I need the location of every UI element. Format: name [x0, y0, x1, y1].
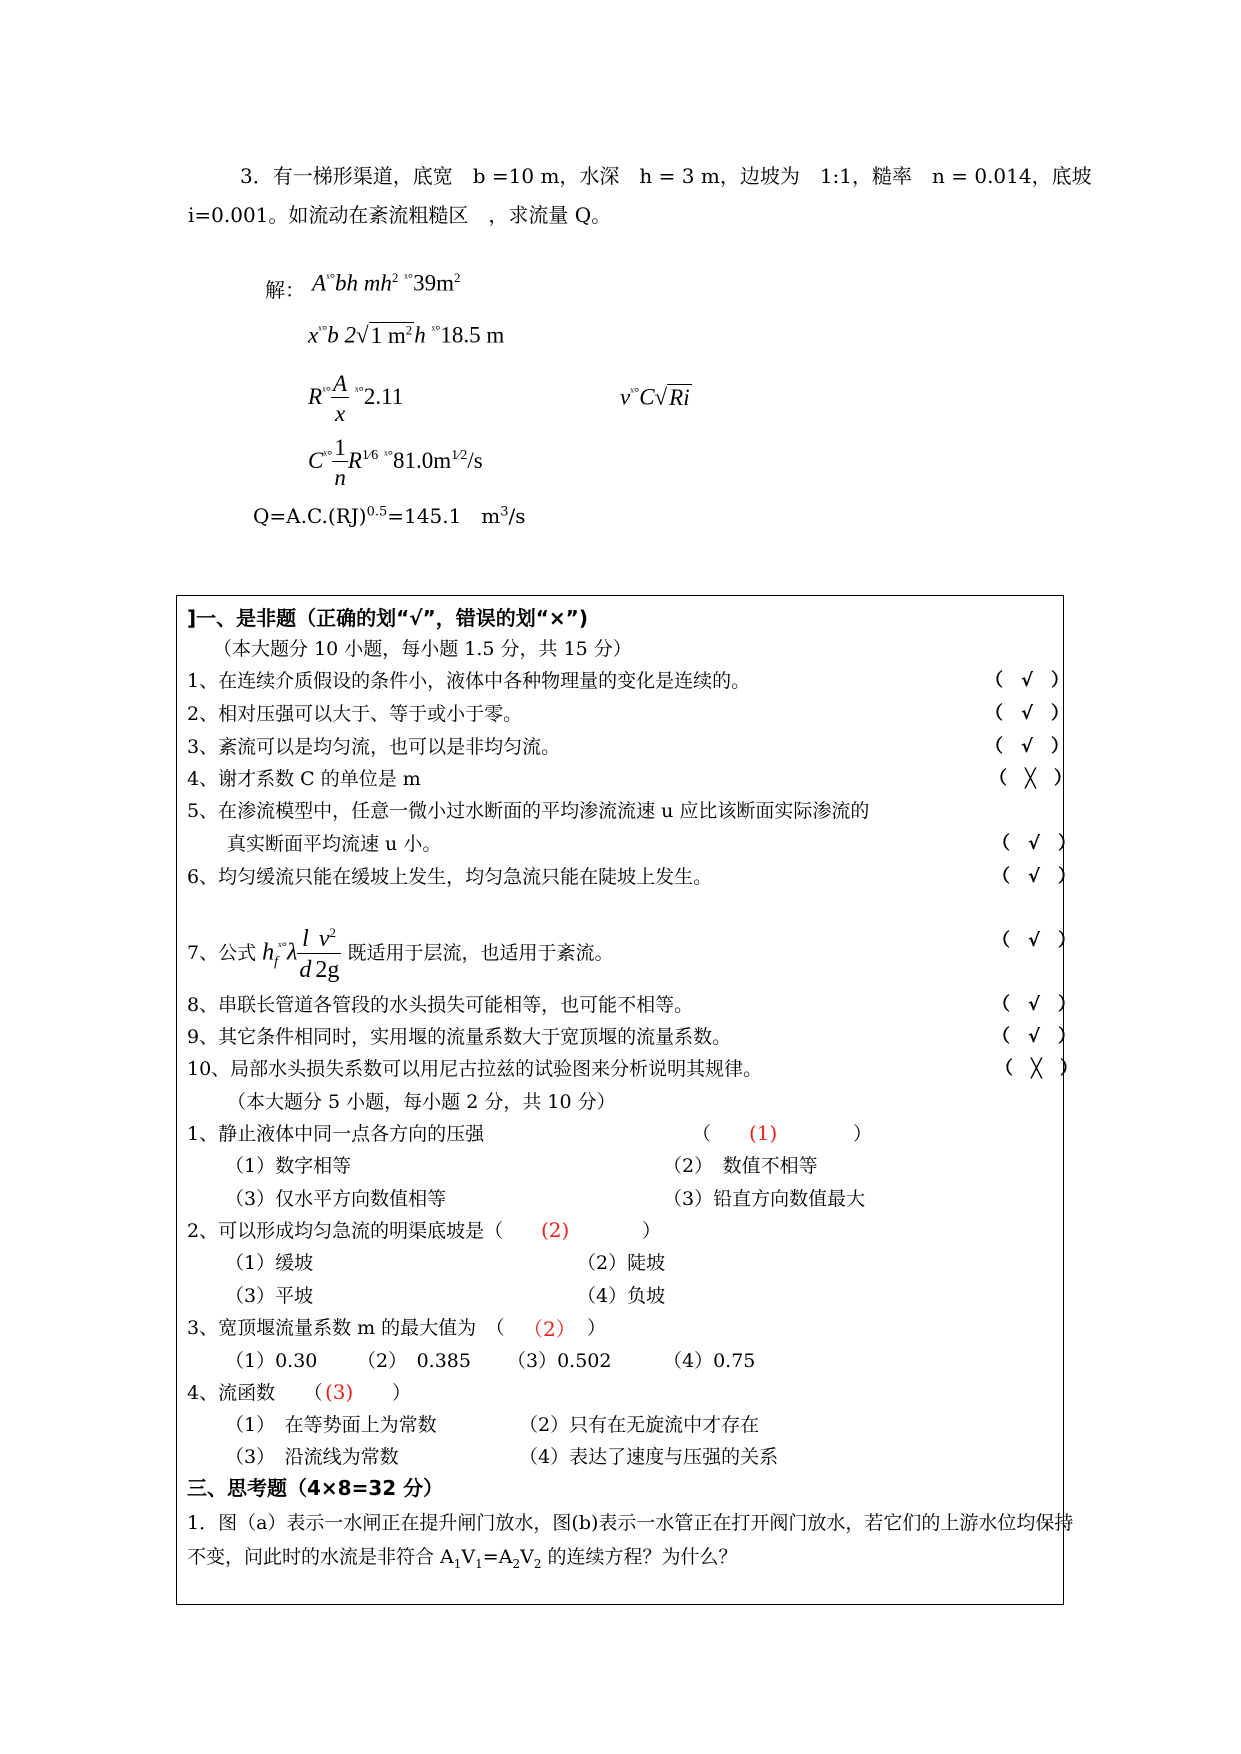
mc-q4-opt1: （1） 在等势面上为常数 — [225, 1414, 437, 1436]
problem3-line2: i=0.001。如流动在紊流粗糙区 ，求流量 Q。 — [188, 203, 612, 227]
mc-q1-opt4: （3）铅直方向数值最大 — [663, 1188, 866, 1210]
mc-q2-opt3: （3）平坡 — [225, 1285, 314, 1307]
mc-q2-answer: (2) — [541, 1218, 570, 1242]
mc-q3: 3、宽顶堰流量系数 m 的最大值为 （ — [187, 1317, 505, 1339]
mc-q1-opt3: （3）仅水平方向数值相等 — [225, 1188, 447, 1210]
tf-mark-1: （ √ ） — [985, 670, 1070, 691]
equation-chezy-coefficient: $C^{ˣ^\circ}$ $\frac{1}{n}$ $R^{1⁄6}$ $^{ˣ^\circ}81.0m^{1⁄2}/s$ — [308, 435, 483, 490]
mc-q4-answer: (3) — [325, 1380, 354, 1404]
mc-q3-opt1: （1）0.30 — [225, 1350, 318, 1372]
equation-velocity: $v^{ˣ^\circ}C√Ri$ — [620, 384, 690, 410]
mc-q3-opt4: （4）0.75 — [663, 1350, 756, 1372]
tf-item-1: 1、在连续介质假设的条件小，液体中各种物理量的变化是连续的。 — [187, 670, 751, 692]
equation-perimeter: $x^{ˣ^\circ}b$ 2√1 $m^2h$ $^{ˣ^\circ}$18.5 m — [308, 322, 505, 348]
mc-q4-opt2: （2）只有在无旋流中才存在 — [519, 1414, 760, 1436]
mc-q1-open: （ — [692, 1123, 712, 1145]
mc-q3-close: ） — [587, 1317, 607, 1339]
equation-area: $A^{ˣ^\circ}bh$ $mh^2$ $^{ˣ^\circ}39m^2$ — [312, 270, 461, 296]
mc-q2-close: ） — [642, 1220, 662, 1242]
mc-q3-opt2: （2） 0.385 — [357, 1350, 471, 1372]
section3-q1-line1: 1．图（a）表示一水闸正在提升闸门放水，图(b)表示一水管正在打开阀门放水，若它们的上游水位均保持 — [187, 1512, 1074, 1534]
exam-box — [176, 595, 1078, 1605]
tf-mark-6: （ √ ） — [992, 866, 1077, 887]
tf-item-2: 2、相对压强可以大于、等于或小于零。 — [187, 703, 523, 725]
equation-discharge: Q=A.C.(RJ)$^{0.5}$=145.1 $m^3/s$ — [253, 504, 526, 528]
tf-item-7: 7、公式 $h_f^{ˣ^\circ}\lambda$ $\frac{l}{d}$ $\frac{v^2}{2g}$ 既适用于层流，也适用于紊流。 — [187, 925, 614, 983]
mc-q4-opt4: （4）表达了速度与压强的关系 — [519, 1446, 779, 1468]
tf-item-3: 3、紊流可以是均匀流，也可以是非均匀流。 — [187, 736, 561, 758]
tf-mark-4: （ ╳ ） — [989, 768, 1072, 789]
tf-mark-2: （ √ ） — [985, 703, 1070, 724]
section1-note: （本大题分 10 小题，每小题 1.5 分，共 15 分） — [213, 638, 632, 660]
tf-mark-9: （ √ ） — [992, 1026, 1077, 1047]
tf-item-5-cont: 真实断面平均流速 u 小。 — [227, 833, 442, 855]
section1-title: ]一、是非题（正确的划“√”，错误的划“×”) — [187, 606, 588, 630]
mc-q1-answer: (1) — [749, 1121, 778, 1145]
problem3-line1: 3．有一梯形渠道，底宽 b =10 m，水深 h = 3 m，边坡为 1:1，糙率 n = 0.014，底坡 — [240, 164, 1092, 188]
tf-mark-7: （ √ ） — [992, 930, 1077, 951]
tf-mark-5: （ √ ） — [992, 833, 1077, 854]
mc-q2-opt4: （4）负坡 — [577, 1285, 666, 1307]
tf-mark-3: （ √ ） — [985, 736, 1070, 757]
tf-item-10: 10、局部水头损失系数可以用尼古拉兹的试验图来分析说明其规律。 — [187, 1058, 763, 1080]
section3-title: 三、思考题（4×8=32 分） — [187, 1476, 444, 1500]
tf-item-6: 6、均匀缓流只能在缓坡上发生，均匀急流只能在陡坡上发生。 — [187, 866, 713, 888]
section2-note: （本大题分 5 小题，每小题 2 分，共 10 分） — [227, 1091, 616, 1113]
mc-q3-opt3: （3）0.502 — [507, 1350, 612, 1372]
mc-q3-answer: （2） — [523, 1317, 576, 1341]
tf-mark-10: （ ╳ ） — [995, 1058, 1078, 1079]
solution-label: 解： — [265, 278, 305, 302]
tf-item-5: 5、在渗流模型中，任意一微小过水断面的平均渗流流速 u 应比该断面实际渗流的 — [187, 800, 870, 822]
mc-q1-opt1: （1）数字相等 — [225, 1155, 352, 1177]
tf-item-9: 9、其它条件相同时，实用堰的流量系数大于宽顶堰的流量系数。 — [187, 1026, 732, 1048]
mc-q1: 1、静止液体中同一点各方向的压强 — [187, 1123, 485, 1145]
tf-item-4: 4、谢才系数 C 的单位是 m — [187, 768, 421, 790]
section3-q1-line2: 不变，问此时的水流是非符合 $A_1V_1=A_2V_2$ 的连续方程？为什么？ — [187, 1546, 738, 1571]
mc-q4-close: ） — [392, 1382, 412, 1404]
mc-q1-close: ） — [853, 1123, 873, 1145]
mc-q4-opt3: （3） 沿流线为常数 — [225, 1446, 399, 1468]
mc-q2-opt1: （1）缓坡 — [225, 1252, 314, 1274]
mc-q2: 2、可以形成均匀急流的明渠底坡是（ — [187, 1220, 504, 1242]
mc-q2-opt2: （2）陡坡 — [577, 1252, 666, 1274]
tf-item-8: 8、串联长管道各管段的水头损失可能相等，也可能不相等。 — [187, 994, 694, 1016]
mc-q4: 4、流函数 （ — [187, 1382, 323, 1404]
tf-mark-8: （ √ ） — [992, 994, 1077, 1015]
equation-hydraulic-radius: $R^{ˣ^\circ}$ $\frac{A}{x}$ $^{ˣ^\circ}$2.11 — [308, 371, 404, 426]
mc-q1-opt2: （2） 数值不相等 — [663, 1155, 818, 1177]
